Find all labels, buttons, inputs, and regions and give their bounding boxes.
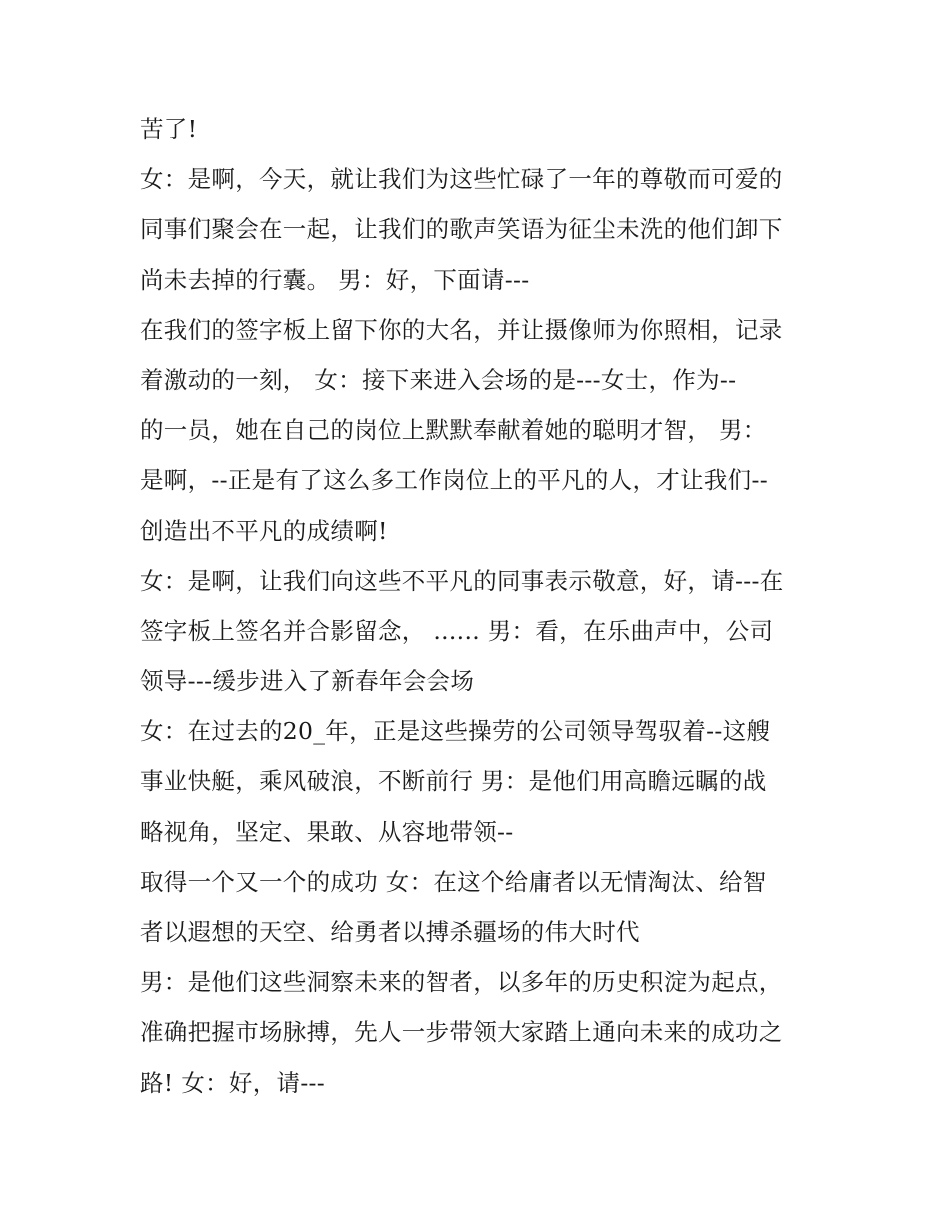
text-line: 签字板上签名并合影留念， ...... 男：看，在乐曲声中，公司 <box>140 616 774 645</box>
text-line: 在我们的签字板上留下你的大名，并让摄像师为你照相，记录 <box>140 315 783 344</box>
text-line: 着激动的一刻， 女：接下来进入会场的是---女士，作为-- <box>140 365 737 394</box>
text-line: 女：是啊，让我们向这些不平凡的同事表示敬意，好，请---在 <box>140 566 784 595</box>
text-line: 事业快艇，乘风破浪，不断前行 男：是他们用高瞻远瞩的战 <box>140 767 767 796</box>
text-line: 者以遐想的天空、给勇者以搏杀疆场的伟大时代 <box>140 918 640 946</box>
text-line: 路! 女：好，请--- <box>140 1068 326 1097</box>
text-line: 取得一个又一个的成功 女：在这个给庸者以无情淘汰、给智 <box>140 867 767 896</box>
text-line: 同事们聚会在一起，让我们的歌声笑语为征尘未洗的他们卸下 <box>140 215 783 244</box>
text-line: 苦了! <box>140 115 198 143</box>
text-line: 准确把握市场脉搏，先人一步带领大家踏上通向未来的成功之 <box>140 1018 783 1047</box>
text-line: 尚未去掉的行囊。 男：好，下面请--- <box>140 265 530 294</box>
text-line: 略视角，坚定、果敢、从容地带领-- <box>140 817 514 846</box>
text-line: 领导---缓步进入了新春年会会场 <box>140 667 475 696</box>
text-line: 创造出不平凡的成绩啊! <box>140 516 388 545</box>
text-line: 女：是啊，今天，就让我们为这些忙碌了一年的尊敬而可爱的 <box>140 165 783 194</box>
text-line: 男：是他们这些洞察未来的智者，以多年的历史积淀为起点， <box>140 968 783 997</box>
document-body <box>140 104 830 1108</box>
text-line: 的一员，她在自己的岗位上默默奉献着她的聪明才智， 男： <box>140 416 767 445</box>
text-line: 女：在过去的20_年，正是这些操劳的公司领导驾驭着--这艘 <box>140 717 771 746</box>
text-line: 是啊，--正是有了这么多工作岗位上的平凡的人，才让我们-- <box>140 466 768 495</box>
